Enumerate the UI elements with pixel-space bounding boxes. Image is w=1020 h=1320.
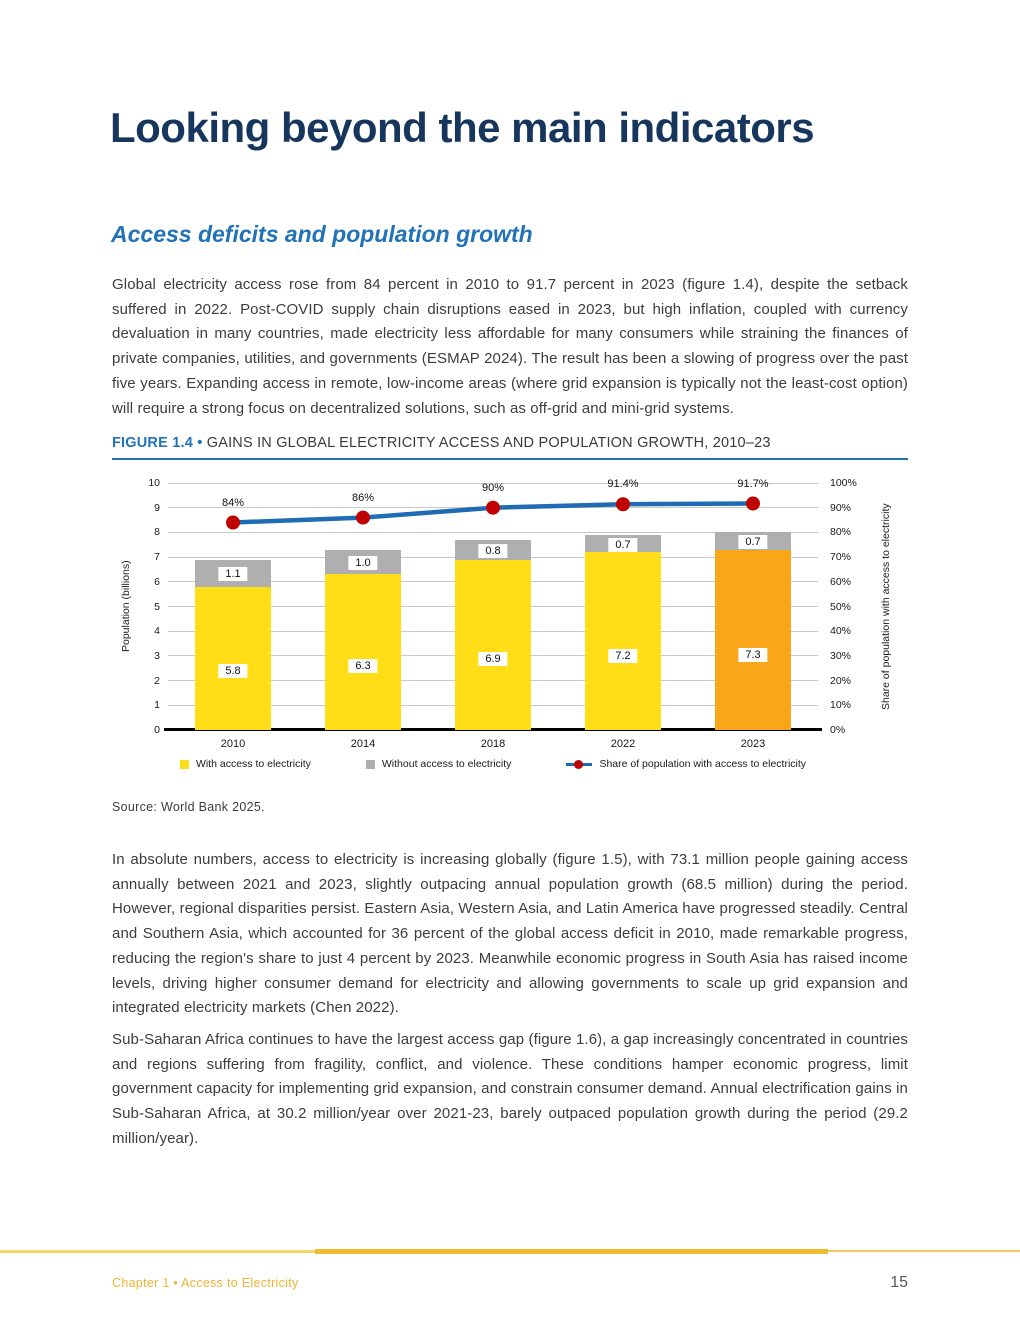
figure-source: Source: World Bank 2025. (112, 800, 265, 814)
bar-data-label: 6.3 (348, 659, 377, 673)
left-axis-tick: 1 (154, 699, 160, 712)
figure-title-rule (112, 458, 908, 460)
left-axis-tick: 5 (154, 600, 160, 613)
chart-legend (168, 758, 818, 770)
figure-bullet: • (197, 435, 203, 451)
bar-data-label: 6.9 (478, 652, 507, 666)
footer-page-number: 15 (890, 1274, 908, 1291)
section-heading: Access deficits and population growth (111, 221, 533, 247)
legend-label: With access to electricity (195, 758, 311, 770)
left-axis-tick: 10 (148, 477, 160, 489)
bar-data-label: 7.2 (608, 649, 637, 663)
x-axis-category-label: 2018 (480, 738, 506, 750)
bar-data-label: 0.7 (608, 538, 637, 552)
bar-data-label: 0.8 (478, 544, 507, 558)
x-axis-category-label: 2014 (350, 738, 376, 750)
bar-data-label: 5.8 (218, 664, 247, 678)
share-percent-label: 86% (351, 491, 375, 504)
right-axis-tick: 20% (830, 674, 852, 687)
legend-line-marker (566, 760, 592, 769)
page-title: Looking beyond the main indicators (110, 104, 815, 151)
share-percent-label: 84% (221, 496, 245, 509)
footer-rule-segment (828, 1250, 1020, 1252)
left-axis-title: Population (billions) (120, 560, 132, 653)
footer-rule-segment (315, 1249, 828, 1254)
legend-swatch-yellow (180, 760, 189, 769)
right-axis-tick: 40% (830, 625, 852, 638)
left-axis-tick: 0 (154, 724, 160, 736)
left-axis-tick: 2 (154, 674, 160, 687)
right-axis-title: Share of population with access to electricity (880, 503, 892, 710)
right-axis-tick: 70% (830, 551, 852, 564)
legend-item (180, 758, 311, 770)
right-axis-tick: 90% (830, 501, 852, 514)
legend-item (366, 758, 512, 770)
right-axis-tick: 0% (830, 724, 846, 736)
x-axis-category-label: 2023 (740, 738, 766, 750)
figure-title: GAINS IN GLOBAL ELECTRICITY ACCESS AND POPULATION GROWTH, 2010–23 (206, 435, 771, 451)
share-percent-label: 91.7% (737, 477, 769, 490)
right-axis-tick: 50% (830, 600, 852, 613)
figure-label: FIGURE 1.4 (112, 435, 193, 451)
figure-1-4-chart (112, 468, 908, 790)
share-percent-label: 91.4% (607, 478, 639, 491)
figure-title-row (112, 435, 908, 451)
footer-chapter-label: Chapter 1 • Access to Electricity (112, 1276, 299, 1290)
share-line-marker (616, 497, 630, 511)
right-axis-tick: 80% (830, 526, 852, 539)
share-line-marker (486, 501, 500, 515)
bar-data-label: 1.0 (348, 556, 377, 570)
share-line-marker (356, 511, 370, 525)
x-axis-category-label: 2022 (610, 738, 636, 750)
right-axis-tick: 60% (830, 575, 852, 588)
share-percent-label: 90% (481, 481, 505, 494)
paragraph-absolute-numbers: In absolute numbers, access to electricity is increasing globally (figure 1.5), with 73.1 million people gaining access annually between 2021 and 2023, slightly outpacing annual population growth (68.5 million) during the period. However, regional disparities persist. Eastern Asia, Western Asia, and Latin America have progressed steadily. Central and Southern Asia, which accounted for 36 percent of the global access deficit in 2010, made remarkable progress, reducing the region's share to just 4 percent by 2023. Meanwhile economic progress in South Asia has raised income levels, driving higher consumer demand for electricity and allowing governments to scale up grid expansion and integrated electricity markets (Chen 2022). (112, 851, 908, 1017)
left-axis-tick: 8 (154, 526, 160, 539)
bar-data-label: 1.1 (218, 567, 247, 581)
bar-data-label: 0.7 (738, 535, 767, 549)
left-axis-tick: 4 (154, 625, 160, 638)
right-axis-tick: 100% (830, 477, 857, 489)
footer-gold-rule (0, 1249, 1020, 1254)
left-axis-tick: 9 (154, 501, 160, 514)
right-axis-tick: 30% (830, 649, 852, 662)
legend-label: Share of population with access to electricity (599, 758, 807, 770)
paragraph-access-growth: Global electricity access rose from 84 percent in 2010 to 91.7 percent in 2023 (figure 1.4), despite the setback suffered in 2022. Post-COVID supply chain disruptions eased in 2023, but high inflation, coupled with currency devaluation in many countries, made electricity less affordable for many consumers while straining the finances of private companies, utilities, and governments (ESMAP 2024). The result has been a slowing of progress over the past five years. Expanding access in remote, low-income areas (where grid expansion is typically not the least-cost option) will require a strong focus on decentralized solutions, such as off-grid and mini-grid systems. (112, 276, 908, 417)
left-axis-tick: 7 (154, 551, 160, 564)
right-axis-tick: 10% (830, 699, 852, 712)
share-line-marker (746, 497, 760, 511)
left-axis-tick: 3 (154, 649, 160, 662)
left-axis-tick: 6 (154, 575, 160, 588)
plot-area (168, 477, 818, 750)
x-axis-category-label: 2010 (220, 738, 246, 750)
paragraph-sub-saharan-africa: Sub-Saharan Africa continues to have the largest access gap (figure 1.6), a gap increasingly concentrated in countries and regions suffering from fragility, conflict, and violence. These conditions hamper economic progress, limit government capacity for implementing grid expansion, and constrain consumer demand. Annual electrification gains in Sub-Saharan Africa, at 30.2 million/year over 2021-23, barely outpaced population growth during the period (29.2 million/year). (112, 1031, 908, 1147)
footer-rule-segment (0, 1250, 315, 1253)
legend-swatch-gray (366, 760, 375, 769)
legend-item (566, 758, 806, 770)
share-line-marker (226, 516, 240, 530)
share-line-series (168, 483, 818, 730)
legend-dot (574, 760, 583, 769)
bar-data-label: 7.3 (738, 648, 767, 662)
legend-label: Without access to electricity (381, 758, 512, 770)
